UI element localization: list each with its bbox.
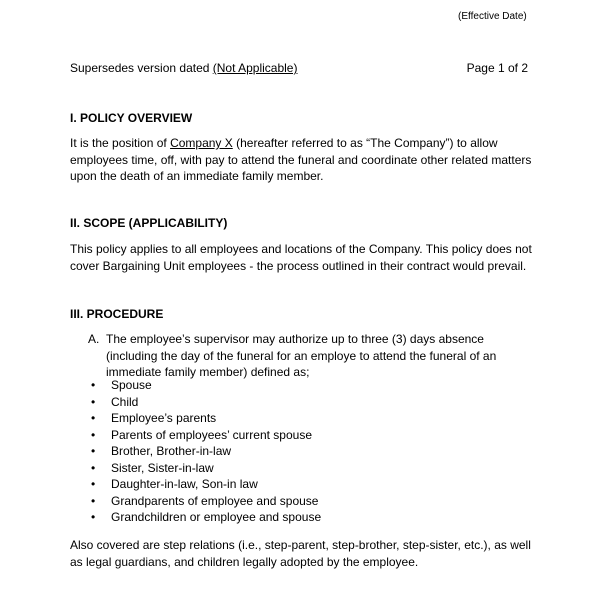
policy-overview-paragraph (70, 135, 532, 185)
list-item (91, 394, 321, 411)
item-a-label: A. (88, 332, 100, 346)
supersedes-value: (Not Applicable) (212, 61, 298, 75)
list-item (91, 460, 321, 477)
overview-text-before: It is the position of (70, 136, 171, 150)
section-heading-procedure: III. PROCEDURE (70, 307, 164, 321)
bullet-icon: • (91, 378, 96, 392)
page-number: Page 1 of 2 (466, 61, 528, 75)
procedure-item-a (88, 331, 528, 381)
bullet-icon: • (91, 493, 96, 508)
supersedes-line (70, 60, 297, 77)
item-a-text: The employee’s supervisor may authorize up to three (3) days absence (including the day of the funeral for an employe to attend the funeral of an immediate family member) defined as; (106, 332, 497, 379)
list-item-text: Spouse (111, 378, 152, 392)
list-item-text: Child (111, 394, 139, 409)
section-heading-scope: II. SCOPE (APPLICABILITY) (70, 216, 228, 230)
list-item-text: Grandparents of employee and spouse (111, 493, 319, 508)
bullet-icon: • (91, 444, 96, 458)
bullet-icon: • (91, 394, 96, 409)
list-item-text: Grandchildren or employee and spouse (111, 510, 322, 524)
list-item-text: Sister, Sister-in-law (111, 460, 214, 475)
list-item-text: Employee’s parents (111, 411, 217, 425)
overview-text-after: (hereafter referred to as “The Company”) to allow employees time, off, with pay to attend the funeral and coordinate other related matters upon the death of an immediate family member. (70, 136, 532, 183)
step-relations-paragraph: Also covered are step relations (i.e., step-parent, step-brother, step-sister, etc.), as well as legal guardians, and children legally adopted by the employee. (70, 538, 531, 569)
list-item (91, 377, 321, 394)
family-member-list (91, 377, 321, 526)
bullet-icon: • (91, 411, 96, 425)
company-name: Company X (170, 136, 233, 150)
effective-date: (Effective Date) (458, 11, 527, 22)
list-item-text: Parents of employees’ current spouse (111, 427, 312, 442)
list-item (91, 427, 321, 444)
scope-paragraph: This policy applies to all employees and locations of the Company. This policy does not cover Bargaining Unit employees - the process outlined in their contract would prevail. (70, 242, 532, 273)
list-item (91, 443, 321, 460)
section-heading-policy-overview: I. POLICY OVERVIEW (70, 111, 193, 125)
bullet-icon: • (91, 460, 96, 475)
bullet-icon: • (91, 477, 96, 491)
bullet-icon: • (91, 510, 96, 524)
bullet-icon: • (91, 427, 96, 442)
list-item (91, 493, 321, 510)
list-item (91, 476, 321, 493)
list-item (91, 410, 321, 427)
list-item-text: Daughter-in-law, Son-in law (111, 477, 258, 491)
list-item-text: Brother, Brother-in-law (111, 444, 232, 458)
supersedes-prefix: Supersedes version dated (70, 61, 213, 75)
list-item (91, 509, 321, 526)
